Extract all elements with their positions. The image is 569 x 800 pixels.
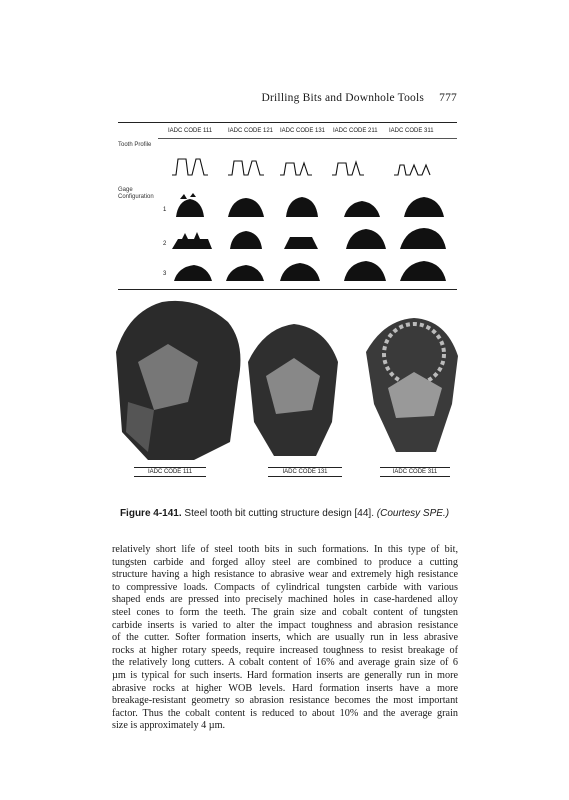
cutting-structure-figure	[118, 122, 457, 290]
text-line: shaped ends are pressed into precisely machined holes in case-hardened alloy	[112, 594, 458, 606]
text-line: µm is typical for such inserts. Hard formation inserts are generally run in more	[112, 669, 458, 681]
gage-number: 3	[163, 271, 167, 277]
text-line: carbide inserts is varied to alter the impact toughness and abrasion resistance	[112, 619, 458, 631]
code-label: IADC CODE 111	[168, 128, 213, 134]
bit-photo-311	[366, 318, 458, 452]
body-paragraph	[112, 544, 458, 733]
figure-number: Figure 4-141.	[119, 508, 182, 519]
running-header	[262, 92, 458, 104]
text-line: breakage-resistant geometry so abrasion resistance becomes the most important	[112, 695, 458, 707]
page-number: 777	[439, 92, 457, 104]
code-label: IADC CODE 211	[333, 128, 378, 134]
running-title: Drilling Bits and Downhole Tools	[261, 92, 425, 104]
text-line: relatively short life of steel tooth bits in such formations. In this type of bit,	[112, 544, 458, 555]
code-label: IADC CODE 131	[280, 128, 326, 134]
figure-caption	[0, 508, 569, 519]
text-line: size is approximately 4 µm.	[112, 720, 226, 732]
tooth-profile-121	[228, 161, 264, 175]
bit-photographs	[108, 292, 461, 462]
tooth-profile-311	[394, 165, 430, 175]
gage-number: 2	[163, 241, 167, 247]
gage-label: Gage	[118, 187, 133, 193]
gage-number: 1	[163, 207, 167, 213]
tooth-profile-drawings	[168, 153, 458, 177]
bit-photo-131	[248, 324, 338, 456]
tooth-profile-131	[280, 163, 312, 175]
code-label: IADC CODE 311	[389, 128, 434, 134]
bit-photo-111	[116, 301, 240, 460]
code-label: IADC CODE 121	[228, 128, 274, 134]
photo-label: IADC CODE 111	[134, 467, 206, 477]
text-line: rocks at higher rotary speeds, require increased toughness to resist breakage of	[112, 644, 458, 656]
header-rule	[158, 138, 457, 139]
tooth-profile-211	[332, 162, 364, 175]
text-line: factor. Thus the cobalt content is reduced to about 10% and the average grain	[112, 707, 458, 719]
text-line: steel cones to form the teeth. The grain size and cobalt content of tungsten	[112, 606, 458, 618]
text-line: structure having a high resistance to abrasive wear and extremely high resistance	[112, 569, 458, 581]
text-line: the relatively long cutters. A cobalt content of 16% and average grain size of 6	[112, 657, 458, 669]
gage-row-3	[168, 257, 458, 283]
caption-credit: (Courtesy SPE.)	[376, 508, 450, 519]
configuration-label: Configuration	[118, 194, 154, 200]
tooth-profile-111	[172, 159, 208, 175]
gage-row-1	[168, 193, 458, 219]
text-line: abrasive rocks at higher WOB levels. Hard formation inserts have a more	[112, 682, 458, 694]
text-line: tungsten carbide and forged alloy steel are combined to produce a cutting	[112, 556, 458, 568]
photo-label: IADC CODE 131	[268, 467, 342, 477]
text-line: of the cutter. Softer formation inserts, which are usually run in less abrasive	[112, 632, 458, 644]
tooth-profile-label: Tooth Profile	[118, 142, 152, 148]
gage-row-2	[168, 225, 458, 251]
caption-text: Steel tooth bit cutting structure design [44].	[181, 508, 377, 519]
text-line: to compressive loads. Compacts of cylindrical tungsten carbide with various	[112, 581, 458, 593]
photo-labels	[0, 467, 569, 483]
photo-label: IADC CODE 311	[380, 467, 450, 477]
